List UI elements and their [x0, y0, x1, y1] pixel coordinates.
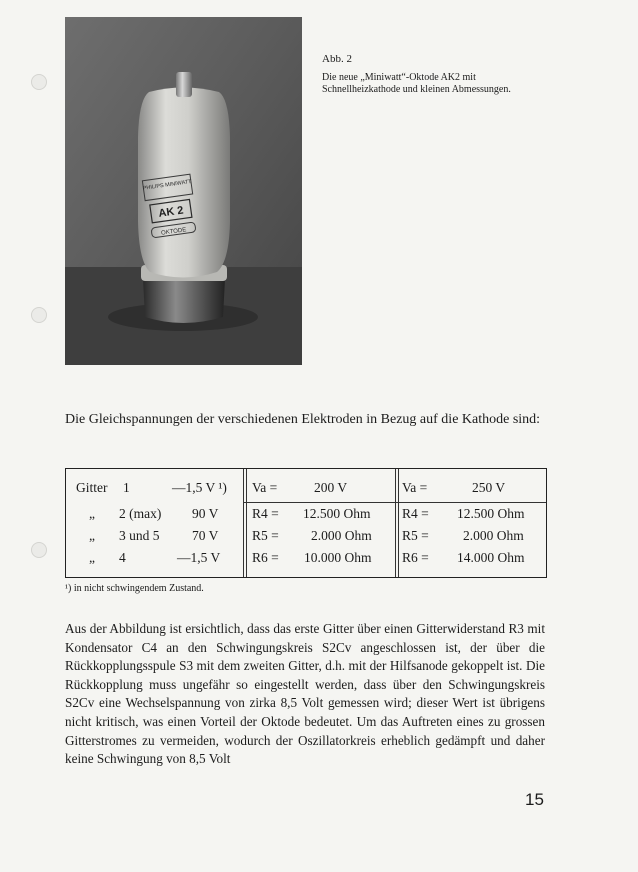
- resistor-value: 12.500 Ohm: [303, 506, 371, 521]
- punch-hole: [31, 74, 47, 90]
- va-value: 200 V: [314, 480, 348, 495]
- ditto-mark: „: [89, 528, 95, 543]
- va-label: Va =: [402, 480, 428, 495]
- resistor-label: R4 =: [402, 506, 429, 521]
- gitter-number: 1: [123, 480, 130, 495]
- tube-kind-label: OKTODE: [160, 227, 187, 237]
- gitter-voltage: 90 V: [192, 506, 219, 521]
- voltage-table: [65, 468, 547, 578]
- gitter-label: Gitter: [76, 480, 108, 495]
- tube-brand-label: PHILIPS MINIWATT: [142, 179, 193, 192]
- gitter-number: 3 und 5: [119, 528, 160, 543]
- page-number: 15: [525, 790, 544, 809]
- va-value: 250 V: [472, 480, 506, 495]
- gitter-voltage: 70 V: [192, 528, 219, 543]
- figure-caption-text: Die neue „Miniwatt“-Oktode AK2 mit Schnellheizkathode und kleinen Abmessungen.: [322, 72, 511, 95]
- tube-type-label: AK 2: [157, 204, 185, 220]
- resistor-value: 10.000 Ohm: [304, 550, 372, 565]
- gitter-number: 4: [119, 550, 126, 565]
- resistor-label: R4 =: [252, 506, 279, 521]
- gitter-voltage: —1,5 V ¹): [172, 480, 227, 495]
- ditto-mark: „: [89, 506, 95, 521]
- resistor-value: 2.000 Ohm: [463, 528, 524, 543]
- figure-label: Abb. 2: [322, 53, 352, 65]
- punch-hole: [31, 542, 47, 558]
- intro-paragraph: Die Gleichspannungen der verschiedenen Elektroden in Bezug auf die Kathode sind:: [65, 412, 541, 427]
- resistor-label: R5 =: [252, 528, 279, 543]
- gitter-voltage: —1,5 V: [177, 550, 221, 565]
- punch-hole: [31, 307, 47, 323]
- resistor-value: 12.500 Ohm: [457, 506, 525, 521]
- ditto-mark: „: [89, 550, 95, 565]
- gitter-number: 2 (max): [119, 506, 162, 521]
- footnote: ¹) in nicht schwingendem Zustand.: [65, 583, 204, 594]
- resistor-label: R5 =: [402, 528, 429, 543]
- va-label: Va =: [252, 480, 278, 495]
- resistor-value: 2.000 Ohm: [311, 528, 372, 543]
- resistor-label: R6 =: [252, 550, 279, 565]
- tube-photo: [65, 17, 302, 365]
- body-paragraph: Aus der Abbildung ist ersichtlich, dass das erste Gitter über einen Gitterwiderstand R3 mit Kondensator C4 an den Schwingungskreis S2Cv angeschlossen ist, der über die Rückkopplungsspule S3 mit dem zweiten Gitter, d.h. mit der Hilfsanode gekoppelt ist. Die Rückkopplung muss ungefähr so eingestellt werden, dass über den Schwingungskreis S2Cv eine Wechselspannung von zirka 8,5 Volt gemessen wird; dieser Wert ist übrigens nicht kritisch, was einen Vorteil der Oktode bedeutet. Um das Auftreten eines zu grossen Gitterstromes zu vermeiden, wodurch der Oszillatorkreis erheblich gedämpft und daher keine Schwingung von 8,5 Volt: [65, 621, 545, 767]
- figure-caption: [322, 53, 544, 96]
- resistor-value: 14.000 Ohm: [457, 550, 525, 565]
- resistor-label: R6 =: [402, 550, 429, 565]
